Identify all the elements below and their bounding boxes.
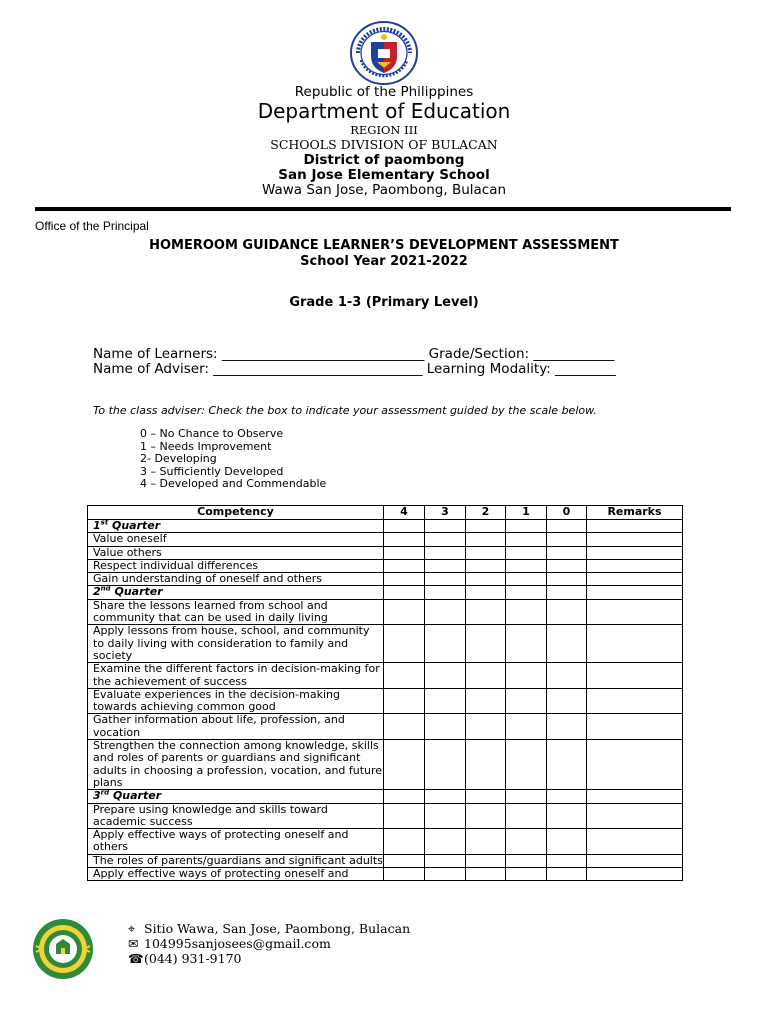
- rating-checkbox-cell[interactable]: [425, 663, 466, 689]
- rating-checkbox-cell[interactable]: [506, 714, 547, 740]
- competency-cell: Strengthen the connection among knowledge, skills and roles of parents or guardians and significant adults in choosing a profession, vocation, and future plans: [88, 740, 384, 790]
- rating-checkbox-cell[interactable]: [466, 829, 506, 855]
- table-row: [88, 599, 683, 625]
- remarks-cell[interactable]: [587, 854, 683, 867]
- remarks-cell[interactable]: [587, 625, 683, 663]
- quarter-label: Quarter: [110, 585, 163, 599]
- learners-field-line: Name of Learners: ______________________________ Grade/Section: ____________: [93, 346, 615, 362]
- remarks-cell[interactable]: [587, 829, 683, 855]
- rating-checkbox-cell[interactable]: [506, 854, 547, 867]
- rating-checkbox-cell[interactable]: [466, 546, 506, 559]
- rating-checkbox-cell[interactable]: [384, 868, 425, 881]
- table-row: [88, 546, 683, 559]
- table-row: [88, 663, 683, 689]
- scale-item: 3 – Sufficiently Developed: [140, 464, 284, 478]
- quarter-suffix: nd: [100, 584, 111, 593]
- competency-cell: Prepare using knowledge and skills toward academic success: [88, 803, 384, 829]
- rating-checkbox-cell[interactable]: [466, 803, 506, 829]
- quarter-heading: [88, 520, 384, 533]
- rating-checkbox-cell[interactable]: [466, 714, 506, 740]
- rating-checkbox-cell[interactable]: [506, 625, 547, 663]
- remarks-cell[interactable]: [587, 790, 683, 803]
- rating-checkbox-cell[interactable]: [466, 790, 506, 803]
- footer-email-text[interactable]: 104995sanjosees@gmail.com: [144, 936, 331, 951]
- remarks-cell[interactable]: [587, 586, 683, 599]
- rating-checkbox-cell[interactable]: [506, 790, 547, 803]
- footer-phone: [128, 951, 241, 966]
- rating-checkbox-cell[interactable]: [547, 854, 587, 867]
- rating-checkbox-cell[interactable]: [547, 803, 587, 829]
- rating-checkbox-cell[interactable]: [425, 688, 466, 714]
- table-row: [88, 714, 683, 740]
- rating-checkbox-cell[interactable]: [506, 663, 547, 689]
- table-row: [88, 829, 683, 855]
- rating-checkbox-cell[interactable]: [425, 854, 466, 867]
- footer-phone-text: (044) 931-9170: [144, 951, 242, 966]
- competency-cell: Apply effective ways of protecting oneself and: [88, 868, 384, 881]
- remarks-cell[interactable]: [587, 573, 683, 586]
- quarter-suffix: st: [100, 518, 109, 527]
- quarter-row: [88, 586, 683, 599]
- rating-checkbox-cell[interactable]: [466, 599, 506, 625]
- footer-email[interactable]: [128, 936, 331, 951]
- rating-checkbox-cell[interactable]: [547, 688, 587, 714]
- rating-checkbox-cell[interactable]: [466, 740, 506, 790]
- competency-cell: Apply effective ways of protecting oneself and others: [88, 829, 384, 855]
- column-header-2: 2: [466, 506, 506, 520]
- rating-checkbox-cell[interactable]: [466, 533, 506, 546]
- rating-checkbox-cell[interactable]: [425, 599, 466, 625]
- division-label: SCHOOLS DIVISION OF BULACAN: [270, 137, 498, 152]
- map-pin-icon: ⌖: [128, 921, 136, 936]
- rating-checkbox-cell[interactable]: [384, 790, 425, 803]
- region-label: REGION III: [350, 123, 418, 137]
- column-header-3: 3: [425, 506, 466, 520]
- rating-checkbox-cell[interactable]: [425, 533, 466, 546]
- envelope-icon: ✉: [128, 936, 139, 951]
- remarks-cell[interactable]: [587, 546, 683, 559]
- competency-cell: Apply lessons from house, school, and community to daily living with consideration to family and society: [88, 625, 384, 663]
- rating-checkbox-cell[interactable]: [547, 868, 587, 881]
- office-label: Office of the Principal: [35, 219, 149, 233]
- instruction-text: To the class adviser: Check the box to indicate your assessment guided by the scale below.: [93, 404, 597, 417]
- rating-checkbox-cell[interactable]: [506, 559, 547, 572]
- competency-cell: Evaluate experiences in the decision-making towards achieving common good: [88, 688, 384, 714]
- quarter-number: 1: [93, 519, 101, 532]
- rating-checkbox-cell[interactable]: [384, 599, 425, 625]
- rating-checkbox-cell[interactable]: [384, 546, 425, 559]
- rating-checkbox-cell[interactable]: [384, 688, 425, 714]
- school-address: Wawa San Jose, Paombong, Bulacan: [261, 182, 507, 198]
- table-row: [88, 803, 683, 829]
- scale-item: 2- Developing: [140, 452, 217, 466]
- rating-checkbox-cell[interactable]: [384, 625, 425, 663]
- rating-checkbox-cell[interactable]: [466, 573, 506, 586]
- rating-checkbox-cell[interactable]: [506, 533, 547, 546]
- rating-checkbox-cell[interactable]: [506, 586, 547, 599]
- rating-checkbox-cell[interactable]: [466, 688, 506, 714]
- quarter-heading: [88, 790, 384, 803]
- deped-seal-icon: [349, 20, 419, 86]
- rating-checkbox-cell[interactable]: [384, 803, 425, 829]
- rating-checkbox-cell[interactable]: [425, 829, 466, 855]
- remarks-cell[interactable]: [587, 599, 683, 625]
- rating-checkbox-cell[interactable]: [547, 546, 587, 559]
- rating-checkbox-cell[interactable]: [506, 573, 547, 586]
- department-label: Department of Education: [257, 99, 511, 123]
- scale-item: 0 – No Chance to Observe: [140, 427, 284, 440]
- scale-item: 4 – Developed and Commendable: [140, 477, 327, 491]
- table-row: [88, 740, 683, 790]
- rating-checkbox-cell[interactable]: [547, 533, 587, 546]
- rating-checkbox-cell[interactable]: [466, 868, 506, 881]
- remarks-cell[interactable]: [587, 520, 683, 533]
- rating-checkbox-cell[interactable]: [547, 559, 587, 572]
- rating-checkbox-cell[interactable]: [384, 663, 425, 689]
- rating-checkbox-cell[interactable]: [384, 559, 425, 572]
- quarter-suffix: rd: [100, 788, 110, 797]
- competency-cell: Value oneself: [88, 533, 384, 546]
- rating-checkbox-cell[interactable]: [384, 586, 425, 599]
- remarks-cell[interactable]: [587, 688, 683, 714]
- rating-checkbox-cell[interactable]: [425, 714, 466, 740]
- rating-checkbox-cell[interactable]: [466, 586, 506, 599]
- rating-checkbox-cell[interactable]: [547, 790, 587, 803]
- rating-checkbox-cell[interactable]: [506, 599, 547, 625]
- table-row: [88, 854, 683, 867]
- rating-checkbox-cell[interactable]: [547, 663, 587, 689]
- competency-cell: Gather information about life, profession, and vocation: [88, 714, 384, 740]
- rating-checkbox-cell[interactable]: [466, 625, 506, 663]
- competency-cell: Share the lessons learned from school and community that can be used in daily living: [88, 599, 384, 625]
- table-row: [88, 573, 683, 586]
- rating-checkbox-cell[interactable]: [506, 868, 547, 881]
- document-title: HOMEROOM GUIDANCE LEARNER’S DEVELOPMENT ASSESSMENT: [149, 238, 619, 253]
- footer-address-text: Sitio Wawa, San Jose, Paombong, Bulacan: [144, 921, 411, 936]
- column-header-0: 0: [547, 506, 587, 520]
- remarks-cell[interactable]: [587, 533, 683, 546]
- remarks-cell[interactable]: [587, 740, 683, 790]
- footer-address: [128, 921, 410, 937]
- remarks-cell[interactable]: [587, 714, 683, 740]
- rating-checkbox-cell[interactable]: [466, 559, 506, 572]
- rating-checkbox-cell[interactable]: [506, 829, 547, 855]
- rating-checkbox-cell[interactable]: [384, 573, 425, 586]
- quarter-row: [88, 520, 683, 533]
- quarter-label: Quarter: [109, 789, 162, 803]
- district-label: District of paombong: [303, 152, 465, 168]
- rating-checkbox-cell[interactable]: [466, 663, 506, 689]
- competency-cell: Respect individual differences: [88, 559, 384, 572]
- column-header-competency: Competency: [88, 506, 384, 520]
- rating-checkbox-cell[interactable]: [547, 586, 587, 599]
- rating-checkbox-cell[interactable]: [547, 599, 587, 625]
- competency-table: [87, 505, 683, 881]
- rating-checkbox-cell[interactable]: [384, 740, 425, 790]
- rating-checkbox-cell[interactable]: [425, 803, 466, 829]
- rating-checkbox-cell[interactable]: [384, 520, 425, 533]
- rating-checkbox-cell[interactable]: [425, 740, 466, 790]
- republic-label: Republic of the Philippines: [294, 84, 474, 100]
- rating-checkbox-cell[interactable]: [547, 520, 587, 533]
- competency-cell: Value others: [88, 546, 384, 559]
- table-header-row: [88, 506, 683, 520]
- rating-scale: [140, 428, 326, 491]
- rating-checkbox-cell[interactable]: [425, 573, 466, 586]
- quarter-label: Quarter: [108, 519, 161, 532]
- school-name: San Jose Elementary School: [278, 167, 490, 183]
- phone-icon: ☎: [128, 951, 144, 966]
- school-logo-icon: [32, 918, 94, 980]
- rating-checkbox-cell[interactable]: [547, 740, 587, 790]
- remarks-cell[interactable]: [587, 803, 683, 829]
- quarter-row: [88, 790, 683, 803]
- rating-checkbox-cell[interactable]: [425, 868, 466, 881]
- quarter-number: 2: [93, 585, 101, 599]
- column-header-remarks: Remarks: [587, 506, 683, 520]
- rating-checkbox-cell[interactable]: [466, 854, 506, 867]
- rating-checkbox-cell[interactable]: [384, 714, 425, 740]
- rating-checkbox-cell[interactable]: [384, 854, 425, 867]
- quarter-number: 3: [93, 789, 101, 803]
- rating-checkbox-cell[interactable]: [547, 714, 587, 740]
- rating-checkbox-cell[interactable]: [466, 520, 506, 533]
- table-row: [88, 559, 683, 572]
- competency-cell: Examine the different factors in decision-making for the achievement of success: [88, 663, 384, 689]
- rating-checkbox-cell[interactable]: [547, 573, 587, 586]
- rating-checkbox-cell[interactable]: [506, 520, 547, 533]
- header-divider: [35, 207, 731, 211]
- school-year: School Year 2021-2022: [300, 254, 468, 269]
- table-row: [88, 533, 683, 546]
- quarter-heading: [88, 586, 384, 599]
- adviser-field-line: Name of Adviser: _______________________________ Learning Modality: _________: [93, 361, 616, 377]
- rating-checkbox-cell[interactable]: [425, 520, 466, 533]
- rating-checkbox-cell[interactable]: [547, 625, 587, 663]
- grade-level: Grade 1-3 (Primary Level): [289, 295, 479, 310]
- remarks-cell[interactable]: [587, 559, 683, 572]
- competency-cell: The roles of parents/guardians and significant adults: [88, 854, 384, 867]
- competency-cell: Gain understanding of oneself and others: [88, 573, 384, 586]
- remarks-cell[interactable]: [587, 868, 683, 881]
- column-header-1: 1: [506, 506, 547, 520]
- rating-checkbox-cell[interactable]: [547, 829, 587, 855]
- rating-checkbox-cell[interactable]: [384, 829, 425, 855]
- rating-checkbox-cell[interactable]: [425, 790, 466, 803]
- rating-checkbox-cell[interactable]: [425, 625, 466, 663]
- rating-checkbox-cell[interactable]: [506, 546, 547, 559]
- table-row: [88, 688, 683, 714]
- rating-checkbox-cell[interactable]: [425, 559, 466, 572]
- scale-item: 1 – Needs Improvement: [140, 439, 272, 453]
- rating-checkbox-cell[interactable]: [425, 586, 466, 599]
- rating-checkbox-cell[interactable]: [425, 546, 466, 559]
- table-row: [88, 625, 683, 663]
- column-header-4: 4: [384, 506, 425, 520]
- remarks-cell[interactable]: [587, 663, 683, 689]
- rating-checkbox-cell[interactable]: [506, 740, 547, 790]
- table-row: [88, 868, 683, 881]
- rating-checkbox-cell[interactable]: [506, 688, 547, 714]
- rating-checkbox-cell[interactable]: [384, 533, 425, 546]
- rating-checkbox-cell[interactable]: [506, 803, 547, 829]
